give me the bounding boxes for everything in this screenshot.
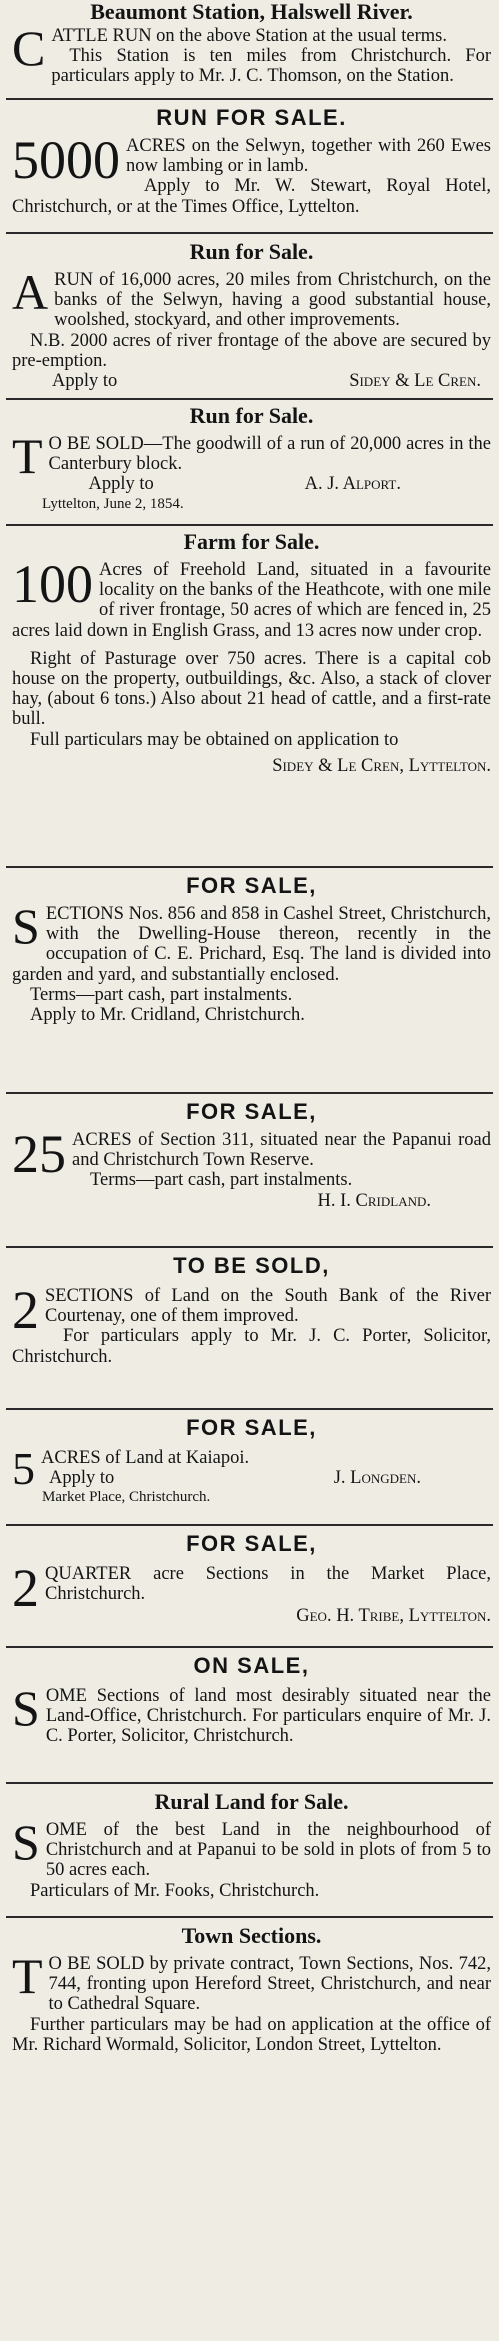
ad-lead: 2 QUARTER acre Sections in the Market Place, Christchurch.	[12, 1558, 491, 1618]
drop-initial: 25	[12, 1124, 66, 1184]
ad-divider	[6, 232, 493, 234]
drop-initial: 2	[12, 1280, 39, 1340]
ad-rural-land	[0, 1790, 499, 1914]
ad-farm-for-sale	[0, 530, 499, 860]
ad-apply-row	[41, 1468, 491, 1488]
ad-sections-856-858	[0, 874, 499, 1084]
drop-initial: C	[12, 20, 46, 76]
ad-heading: ON SALE,	[193, 1654, 310, 1678]
ad-body: For particulars apply to Mr. J. C. Porter, Solicitor, Christchurch.	[12, 1326, 491, 1367]
ad-heading: Rural Land for Sale.	[154, 1790, 349, 1814]
ad-divider	[6, 1782, 493, 1784]
ad-body: Right of Pasturage over 750 acres. There is a capital cob house on the property, outbuildings, &c. Also, a stack of clover hay, (about 6 tons.) Also about 21 head of cattle, and a first-rate bull.	[12, 648, 491, 730]
ad-date: Market Place, Christchurch.	[42, 1489, 211, 1506]
ad-body: This Station is ten miles from Christchurch. For particulars apply to Mr. J. C. Thomson, on the Station.	[51, 46, 491, 87]
ad-body: Apply to Mr. W. Stewart, Royal Hotel, Christchurch, or at the Times Office, Lyttelton.	[12, 176, 491, 217]
ad-signature: Sidey & Le Cren.	[349, 371, 481, 392]
ad-heading: Beaumont Station, Halswell River.	[90, 0, 413, 24]
ad-divider	[6, 398, 493, 400]
ad-signature: Sidey & Le Cren, Lyttelton.	[272, 755, 491, 776]
drop-initial: S	[12, 1680, 40, 1736]
ad-heading: TO BE SOLD,	[173, 1254, 330, 1278]
ad-lead: SOME of the best Land in the neighbourhood of Christchurch and at Papanui to be sold in plots of from 5 to 50 acres each.	[12, 1814, 491, 1881]
ad-heading: FOR SALE,	[186, 1100, 317, 1124]
ad-apply-row	[49, 474, 491, 494]
apply-label: Apply to	[52, 371, 118, 392]
ad-kaiapoi	[0, 1416, 499, 1518]
ad-body-2: Full particulars may be obtained on application to	[30, 729, 399, 750]
ad-land-office-sections	[0, 1654, 499, 1778]
ad-heading: Town Sections.	[181, 1924, 322, 1948]
drop-initial: S	[12, 1814, 40, 1870]
ad-lead: 5 ACRES of Land at Kaiapoi.	[12, 1443, 250, 1494]
ad-lead: 100 Acres of Freehold Land, situated in a favourite locality on the banks of the Heathcote, with one mile of river frontage, 50 acres of which are fenced in, 25 acres laid down in English Grass, and 13 acres now under crop.	[12, 554, 491, 641]
ad-beaumont-station	[0, 0, 499, 92]
ad-divider	[6, 524, 493, 526]
ad-heading: Run for Sale.	[189, 404, 314, 428]
ad-date: Lyttelton, June 2, 1854.	[42, 495, 184, 512]
drop-initial: 2	[12, 1558, 39, 1618]
apply-label: Apply to	[49, 1468, 115, 1489]
drop-initial: 5	[12, 1443, 35, 1494]
drop-initial: 100	[12, 554, 93, 614]
ad-body: Particulars of Mr. Fooks, Christchurch.	[30, 1880, 320, 1901]
ad-lead: 5000 ACRES on the Selwyn, together with 260 Ewes now lambing or in lamb.	[12, 130, 491, 190]
drop-initial: S	[12, 898, 40, 954]
ad-divider	[6, 1092, 493, 1094]
ad-signature: A. J. Alport.	[304, 474, 401, 495]
ad-heading: Farm for Sale.	[183, 530, 320, 554]
ad-divider	[6, 1408, 493, 1410]
drop-initial: T	[12, 1948, 43, 2004]
ad-body: Terms—part cash, part instalments.	[30, 984, 293, 1005]
ad-body: Further particulars may be had on application at the office of Mr. Richard Wormald, Solicitor, London Street, Lyttelton.	[12, 2014, 491, 2055]
ad-divider	[6, 1646, 493, 1648]
ad-divider	[6, 866, 493, 868]
ad-town-sections	[0, 1924, 499, 2094]
ad-river-courtenay	[0, 1254, 499, 1404]
ad-heading: RUN FOR SALE.	[156, 106, 347, 130]
ad-body: Terms—part cash, part instalments.	[90, 1170, 353, 1191]
ad-heading: Run for Sale.	[189, 240, 314, 264]
ad-lead: SOME Sections of land most desirably situated near the Land-Office, Christchurch. For particulars enquire of Mr. J. C. Porter, Solicitor, Christchurch.	[12, 1680, 491, 1747]
ad-divider	[6, 1246, 493, 1248]
ad-divider	[6, 98, 493, 100]
ad-signature: Geo. H. Tribe, Lyttelton.	[296, 1606, 491, 1627]
ad-lead: T O BE SOLD by private contract, Town Sections, Nos. 742, 744, fronting upon Hereford Street, Christchurch, and near to Cathedral Square.	[12, 1948, 491, 2015]
ad-apply-row	[12, 371, 491, 391]
ad-heading: FOR SALE,	[186, 1532, 317, 1556]
ad-body: N.B. 2000 acres of river frontage of the above are secured by pre-emption.	[12, 330, 491, 371]
ad-heading: FOR SALE,	[186, 1416, 317, 1440]
drop-initial: T	[12, 428, 43, 484]
ad-lead: ARUN of 16,000 acres, 20 miles from Christchurch, on the banks of the Selwyn, having a good substantial house, woolshed, stockyard, and other improvements.	[12, 264, 491, 331]
ad-lead: 2 SECTIONS of Land on the South Bank of the River Courtenay, one of them improved.	[12, 1280, 491, 1340]
ad-lead: CATTLE RUN on the above Station at the usual terms.	[12, 20, 447, 76]
ad-lead: T O BE SOLD—The goodwill of a run of 20,000 acres in the Canterbury block.	[12, 428, 491, 484]
ad-body-2: Apply to Mr. Cridland, Christchurch.	[30, 1005, 305, 1026]
ad-signature: H. I. Cridland.	[317, 1190, 431, 1211]
drop-initial: 5000	[12, 130, 120, 190]
apply-label: Apply to	[88, 474, 154, 495]
ad-run-16000-acres	[0, 240, 499, 396]
ad-divider	[6, 1916, 493, 1918]
ad-section-311	[0, 1100, 499, 1240]
ad-run-for-sale-5000	[0, 106, 499, 228]
ad-run-goodwill	[0, 404, 499, 520]
ad-market-place-sections	[0, 1532, 499, 1642]
drop-initial: A	[12, 264, 49, 320]
ad-lead: SECTIONS Nos. 856 and 858 in Cashel Street, Christchurch, with the Dwelling-House thereon, recently in the occupation of C. E. Prichard, Esq. The land is divided into garden and yard, and substantially enclosed.	[12, 898, 491, 985]
ad-heading: FOR SALE,	[186, 874, 317, 898]
ad-signature: J. Longden.	[333, 1468, 421, 1489]
ad-divider	[6, 1524, 493, 1526]
ad-lead: 25 ACRES of Section 311, situated near the Papanui road and Christchurch Town Reserve.	[12, 1124, 491, 1184]
